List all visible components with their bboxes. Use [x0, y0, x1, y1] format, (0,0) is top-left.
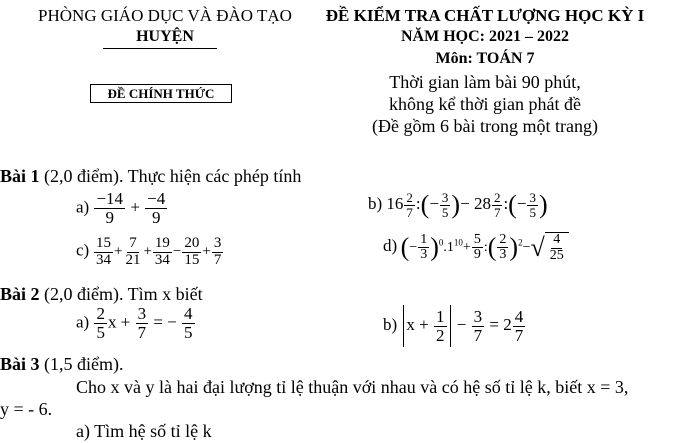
- problem-2-heading: [0, 284, 203, 305]
- page-note: (Đề gồm 6 bài trong một trang): [372, 116, 598, 136]
- problem-1-heading: [0, 166, 301, 187]
- label-a: a): [76, 197, 90, 217]
- fraction: $\frac{4}{7}$: [514, 306, 524, 345]
- problem-1-title: Bài 1: [0, 166, 40, 186]
- fraction: $\frac{5}{9}$: [473, 231, 481, 263]
- square-root: √ $\frac{4}{25}$: [530, 232, 568, 263]
- fraction: $\frac{2}{3}$: [499, 231, 507, 263]
- problem-1b: b) 16 $\frac{2}{7}$ :(− $\frac{3}{5}$ )− 28 $\frac{2}{7}$ :(− $\frac{3}{5}$ ): [368, 189, 548, 220]
- problem-2a: a) $\frac{2}{5}$ x + $\frac{3}{7}$ = − $\frac{4}{5}$: [76, 304, 193, 342]
- problem-1d: d) (− $\frac{1}{3}$ )$^0.1^{10}+$ $\frac{5}{9}$ :( $\frac{2}{3}$ )$^2$− √ $\frac{4}{25}$: [383, 232, 569, 263]
- fraction: $\frac{4}{5}$: [184, 304, 193, 342]
- fraction: $\frac{2}{5}$: [96, 304, 105, 342]
- problem-1-desc: (2,0 điểm). Thực hiện các phép tính: [44, 166, 302, 186]
- absolute-bar-right: [450, 305, 451, 347]
- fraction: $\frac{15}{34}$: [95, 235, 111, 268]
- problem-2b: b) x + $\frac{1}{2}$ − $\frac{3}{7}$ = 2 $\frac{4}{7}$: [383, 305, 526, 347]
- fraction: $\frac{3}{7}$: [213, 235, 222, 268]
- fraction: $\frac{19}{34}$: [154, 235, 170, 268]
- label-a: a): [76, 312, 90, 332]
- fraction: $\frac{3}{7}$: [137, 304, 147, 342]
- time-note: không kể thời gian phát đề: [389, 94, 581, 114]
- exam-title: ĐỀ KIỂM TRA CHẤT LƯỢNG HỌC KỲ I: [325, 6, 645, 25]
- department-name: PHÒNG GIÁO DỤC VÀ ĐÀO TẠO: [38, 6, 292, 25]
- label-b: b): [383, 314, 398, 334]
- district-label: [0, 28, 330, 46]
- whole-number: 28: [473, 193, 491, 213]
- district-underline: [103, 48, 217, 49]
- problem-1a: [76, 190, 168, 227]
- absolute-bar-left: [403, 305, 404, 347]
- problem-3-title: Bài 3: [0, 354, 40, 374]
- problem-2-desc: (2,0 điểm). Tìm x biết: [44, 284, 203, 304]
- label-b: b): [368, 193, 383, 213]
- label-d: d): [383, 235, 398, 255]
- problem-3-heading: [0, 354, 124, 375]
- fraction: $\frac{2}{7}$: [493, 189, 501, 220]
- problem-2-title: Bài 2: [0, 284, 40, 304]
- whole-number: 16: [386, 193, 404, 213]
- subject: Môn: TOÁN 7: [435, 50, 535, 67]
- school-year: NĂM HỌC: 2021 – 2022: [401, 28, 569, 45]
- fraction: $\frac{2}{7}$: [406, 189, 413, 220]
- fraction: $\frac{4}{25}$: [549, 232, 564, 263]
- fraction: $\frac{3}{7}$: [473, 306, 483, 345]
- fraction: $\frac{1}{3}$: [420, 231, 428, 263]
- problem-3-text-line2: y = - 6.: [0, 399, 53, 419]
- problem-3-text-line1: Cho x và y là hai đại lượng tỉ lệ thuận với nhau và có hệ số tỉ lệ k, biết x = 3,: [76, 377, 629, 397]
- time-allowed: Thời gian làm bài 90 phút,: [389, 72, 581, 92]
- fraction: $\frac{3}{5}$: [529, 189, 536, 220]
- fraction: $\frac{20}{15}$: [184, 235, 200, 268]
- official-exam-box: ĐỀ CHÍNH THỨC: [90, 84, 232, 103]
- fraction: $\frac{3}{5}$: [441, 189, 449, 220]
- label-c: c): [76, 240, 90, 260]
- problem-1c: c) $\frac{15}{34}$ + $\frac{7}{21}$ + $\frac{19}{34}$ − $\frac{20}{15}$ + $\frac{3}{7}$: [76, 235, 222, 268]
- fraction: $\frac{-14}{9}$: [96, 189, 124, 227]
- fraction: $\frac{7}{21}$: [125, 235, 141, 268]
- fraction: $\frac{-4}{9}$: [147, 189, 166, 227]
- problem-3a: a) Tìm hệ số tỉ lệ k: [76, 421, 212, 441]
- fraction: $\frac{1}{2}$: [436, 306, 445, 345]
- operator: +: [130, 197, 140, 217]
- district-text: HUYỆN: [136, 28, 194, 45]
- problem-3-desc: (1,5 điểm).: [44, 354, 124, 374]
